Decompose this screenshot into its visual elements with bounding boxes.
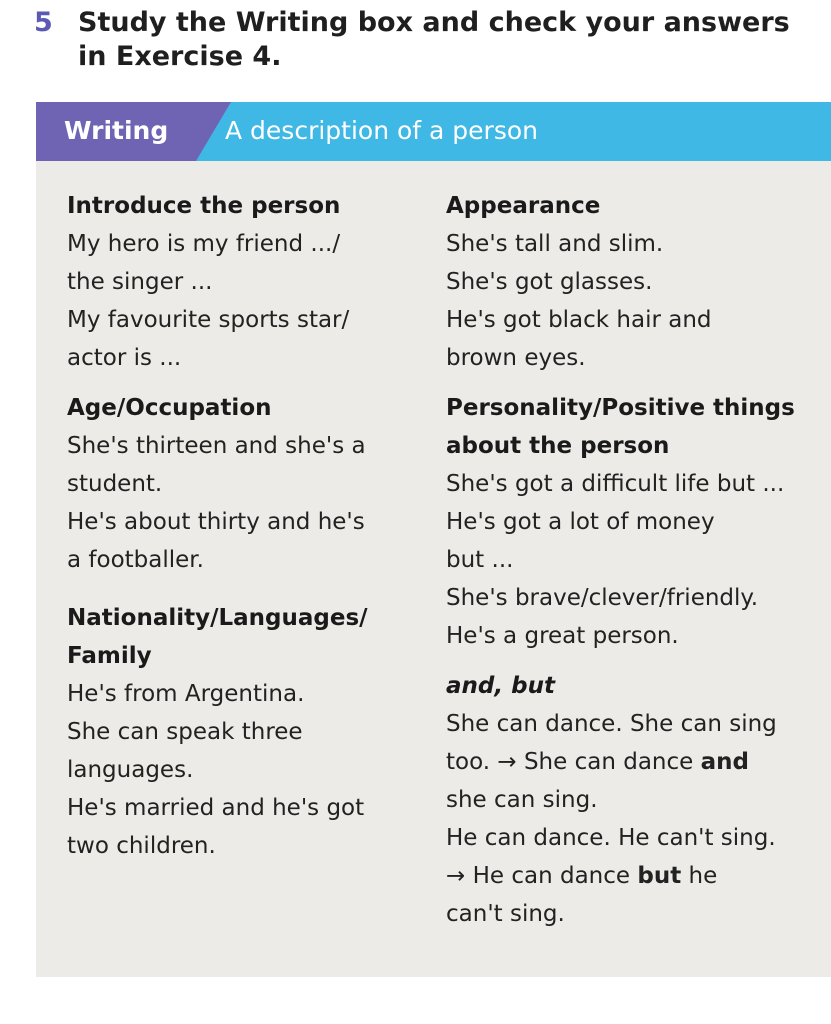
- example-line: She's got glasses.: [446, 269, 653, 295]
- example-line: She can speak three: [67, 719, 303, 745]
- section-title: Personality/Positive things about the person: [446, 395, 795, 459]
- keyword-but: but: [637, 863, 682, 889]
- example-text: he: [681, 863, 718, 889]
- example-line: [446, 857, 826, 895]
- writing-box-title: A description of a person: [225, 116, 539, 145]
- writing-box-header: [36, 102, 831, 161]
- section-nationality: [67, 599, 407, 865]
- example-line: She's tall and slim.: [446, 231, 664, 257]
- example-line: She can dance. She can sing: [446, 711, 777, 737]
- example-line: My hero is my friend .../: [67, 231, 341, 257]
- example-line: She's got a difficult life but ...: [446, 471, 785, 497]
- example-text: too. → She can dance: [446, 749, 701, 775]
- example-line: He can dance. He can't sing.: [446, 825, 776, 851]
- exercise-number: 5: [34, 7, 53, 38]
- example-line: He's from Argentina.: [67, 681, 305, 707]
- section-title: Age/Occupation: [67, 395, 272, 421]
- exercise-instruction: Study the Writing box and check your answers in Exercise 4.: [78, 7, 790, 72]
- example-line: He's got black hair and: [446, 307, 712, 333]
- section-title: Nationality/Languages/ Family: [67, 605, 368, 669]
- example-line: languages.: [67, 757, 194, 783]
- exercise-heading: [34, 6, 794, 74]
- section-title: Introduce the person: [67, 193, 341, 219]
- example-line: two children.: [67, 833, 216, 859]
- section-introduce: [67, 187, 407, 377]
- example-line: She's brave/clever/friendly.: [446, 585, 759, 611]
- example-line: brown eyes.: [446, 345, 586, 371]
- section-personality: [446, 389, 826, 655]
- example-line: the singer ...: [67, 269, 213, 295]
- keyword-and: and: [700, 749, 749, 775]
- right-column: [446, 187, 826, 945]
- section-title: and, but: [446, 673, 555, 699]
- example-line: He's a great person.: [446, 623, 679, 649]
- example-line: actor is ...: [67, 345, 182, 371]
- example-text: → He can dance: [446, 863, 638, 889]
- example-line: a footballer.: [67, 547, 204, 573]
- example-line: [446, 743, 826, 781]
- example-line: He's got a lot of money: [446, 509, 715, 535]
- example-line: but ...: [446, 547, 514, 573]
- left-column: [67, 187, 407, 877]
- section-age-occupation: [67, 389, 407, 579]
- section-and-but: [446, 667, 826, 933]
- section-title: Appearance: [446, 193, 601, 219]
- example-line: My favourite sports star/: [67, 307, 350, 333]
- writing-tab-label: Writing: [64, 116, 169, 145]
- example-line: she can sing.: [446, 787, 598, 813]
- example-line: can't sing.: [446, 901, 565, 927]
- example-line: He's about thirty and he's: [67, 509, 365, 535]
- section-appearance: [446, 187, 826, 377]
- example-line: student.: [67, 471, 163, 497]
- example-line: He's married and he's got: [67, 795, 365, 821]
- example-line: She's thirteen and she's a: [67, 433, 366, 459]
